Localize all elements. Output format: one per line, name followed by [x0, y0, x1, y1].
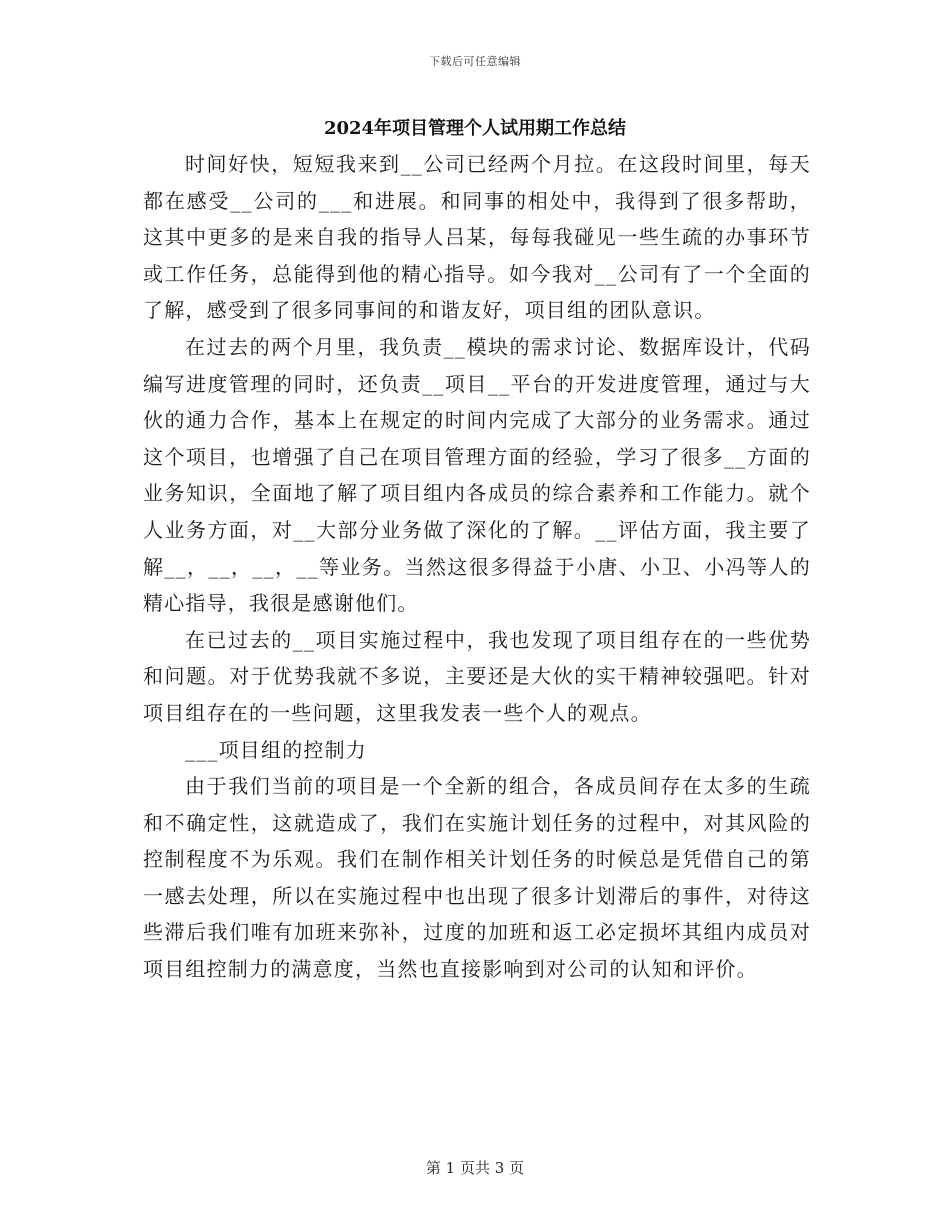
paragraph-work-review: 在过去的两个月里，我负责__模块的需求讨论、数据库设计，代码编写进度管理的同时，还负责__项目__平台的开发进度管理，通过与大伙的通力合作，基本上在规定的时间内完成了大部分的业务需求。通过这个项目，也增强了自己在项目管理方面的经验，学习了很多__方面的业务知识，全面地了解了项目组内各成员的综合素养和工作能力。就个人业务方面，对__大部分业务做了深化的了解。__评估方面，我主要了解__，__，__，__等业务。当然这很多得益于小唐、小卫、小冯等人的精心指导，我很是感谢他们。: [143, 334, 811, 616]
paragraph-observations: 在已过去的__项目实施过程中，我也发现了项目组存在的一些优势和问题。对于优势我就不多说，主要还是大伙的实干精神较强吧。针对项目组存在的一些问题，这里我发表一些个人的观点。: [143, 627, 811, 725]
section-heading-control: ___项目组的控制力: [185, 737, 367, 762]
paragraph-control: 由于我们当前的项目是一个全新的组合，各成员间存在太多的生疏和不确定性，这就造成了，我们在实施计划任务的过程中，对其风险的控制程度不为乐观。我们在制作相关计划任务的时候总是凭借自己的第一感去处理，所以在实施过程中也出现了很多计划滞后的事件，对待这些滞后我们唯有加班来弥补，过度的加班和返工必定损坏其组内成员对项目组控制力的满意度，当然也直接影响到对公司的认知和评价。: [143, 774, 811, 982]
header-note: 下载后可任意编辑: [429, 55, 521, 68]
document-body: [143, 146, 811, 988]
paragraph-intro: 时间好快，短短我来到__公司已经两个月拉。在这段时间里，每天都在感受__公司的___和进展。和同事的相处中，我得到了很多帮助，这其中更多的是来自我的指导人吕某，每每我碰见一些生疏的办事环节或工作任务，总能得到他的精心指导。如今我对__公司有了一个全面的了解，感受到了很多同事间的和谐友好，项目组的团队意识。: [143, 152, 811, 323]
page-footer: 第 1 页共 3 页: [425, 1159, 525, 1177]
document-title: 2024年项目管理个人试用期工作总结: [323, 118, 627, 139]
